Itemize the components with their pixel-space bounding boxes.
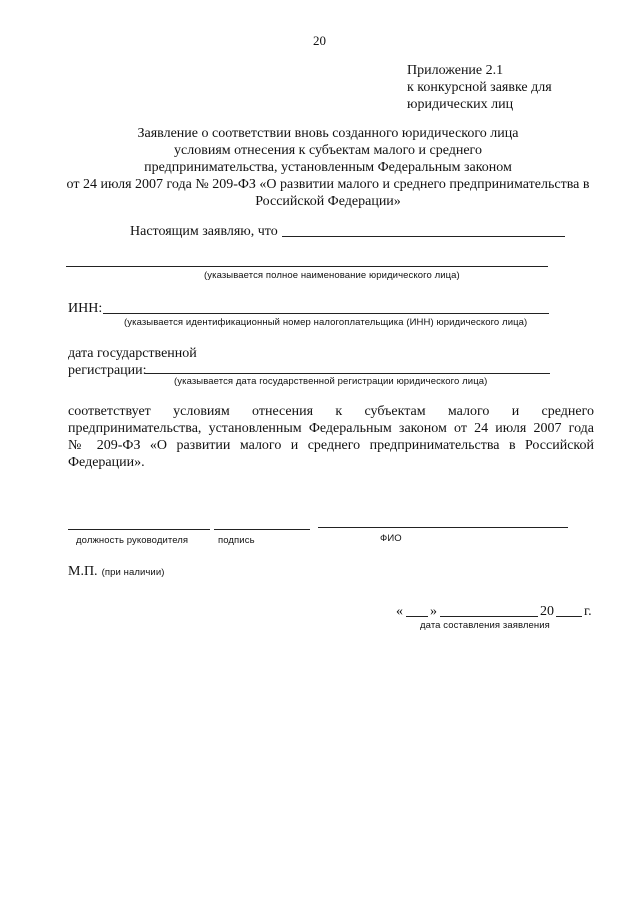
paragraph-line: Федерации». [68, 455, 145, 470]
year-prefix: 20 [540, 604, 554, 619]
title-line: условиям отнесения к субъектам малого и среднего [174, 143, 482, 158]
registration-date-field-line[interactable] [145, 373, 550, 374]
title-line: Заявление о соответствии вновь созданного юридического лица [137, 126, 519, 141]
position-caption: должность руководителя [76, 535, 189, 546]
inn-label: ИНН: [68, 301, 103, 316]
inn-field-line[interactable] [103, 313, 549, 314]
registration-label-line: дата государственной [68, 346, 197, 361]
signature-field-line[interactable] [214, 529, 310, 530]
date-open-quote: « [396, 604, 403, 619]
day-field-line[interactable] [406, 616, 428, 617]
year-field-line[interactable] [556, 616, 582, 617]
title-line: предпринимательства, установленным Федеральным законом [144, 160, 512, 175]
appendix-line: юридических лиц [407, 97, 514, 112]
company-name-field-line[interactable] [66, 266, 548, 267]
date-close-quote: » [430, 604, 437, 619]
signature-caption: подпись [218, 535, 255, 546]
fio-caption: ФИО [380, 533, 402, 544]
document-title [40, 125, 616, 210]
appendix-line: к конкурсной заявке для [407, 80, 552, 95]
fio-field-line[interactable] [318, 527, 568, 528]
registration-caption: (указывается дата государственной регистрации юридического лица) [174, 376, 488, 387]
year-suffix: г. [584, 604, 592, 619]
page-number: 20 [313, 33, 326, 48]
company-name-caption: (указывается полное наименование юридического лица) [204, 270, 460, 281]
stamp-label: М.П. [68, 564, 98, 579]
compliance-paragraph [68, 403, 594, 471]
title-line: от 24 июля 2007 года № 209-ФЗ «О развитии малого и среднего предпринимательства в [66, 177, 590, 192]
title-line: Российской Федерации» [255, 194, 401, 209]
date-caption: дата составления заявления [420, 620, 550, 631]
paragraph-line: предпринимательства, установленным Федеральным законом от 24 июля 2007 года [68, 421, 594, 436]
registration-label-line: регистрации: [68, 363, 147, 378]
month-field-line[interactable] [440, 616, 538, 617]
paragraph-line: № 209-ФЗ «О развитии малого и среднего предпринимательства в Российской [68, 438, 594, 453]
appendix-line: Приложение 2.1 [407, 63, 504, 78]
inn-caption: (указывается идентификационный номер налогоплательщика (ИНН) юридического лица) [124, 317, 528, 328]
declaration-field-line[interactable] [282, 236, 565, 237]
stamp-block [68, 562, 165, 580]
stamp-note: (при наличии) [101, 567, 165, 578]
appendix-block [407, 62, 552, 113]
position-field-line[interactable] [68, 529, 210, 530]
declaration-label: Настоящим заявляю, что [130, 224, 278, 239]
paragraph-line: соответствует условиям отнесения к субъектам малого и среднего [68, 404, 594, 419]
